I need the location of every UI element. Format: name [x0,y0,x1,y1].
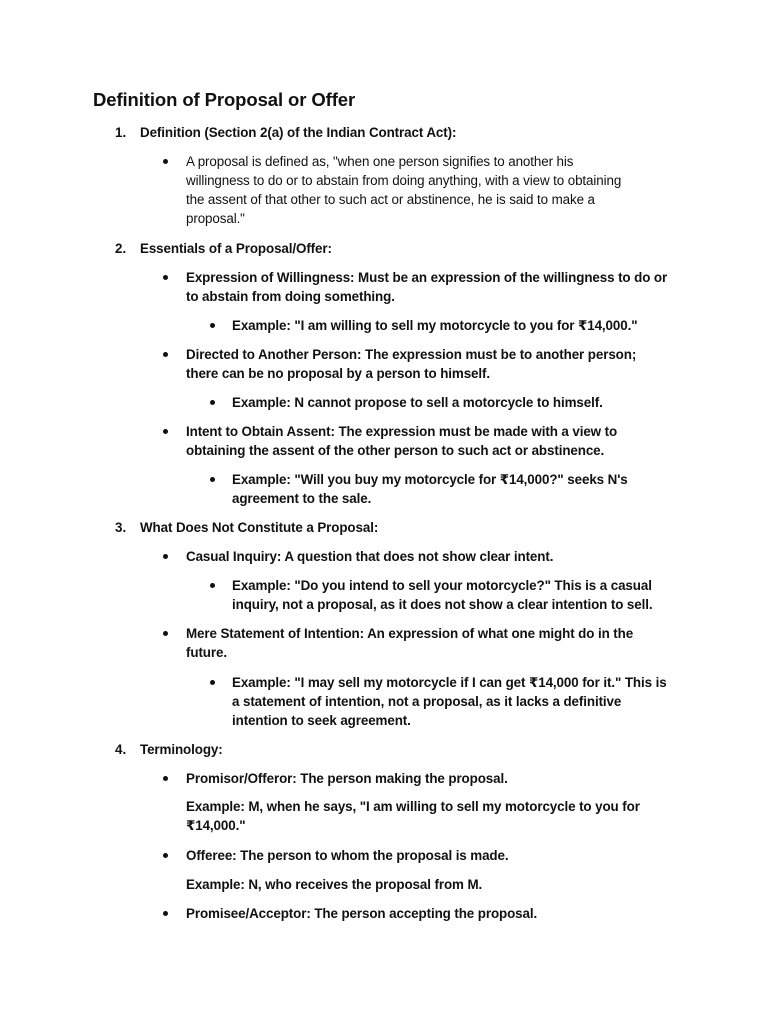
list-item-text: there can be no proposal by a person to himself. [186,366,490,381]
list-item-text: to abstain from doing something. [186,289,395,304]
example-text: Example: "Do you intend to sell your motorcycle?" This is a casual [232,578,652,593]
list-item-text: Promisor/Offeror: The person making the proposal. [186,771,508,786]
example-text: Example: N, who receives the proposal from M. [186,877,483,892]
bullet-icon [210,477,215,482]
bullet-icon [210,583,215,588]
example-text: a statement of intention, not a proposal, as it lacks a definitive [232,694,622,709]
list-item-text: the assent of that other to such act or abstinence, he is said to make a [186,192,595,207]
list-item-text: A proposal is defined as, "when one person signifies to another his [186,154,574,169]
bullet-icon [163,911,168,916]
example-text: Example: "I may sell my motorcycle if I can get ₹14,000 for it." This is [232,675,667,690]
section-number: 4. [115,742,127,757]
list-item-text: Offeree: The person to whom the proposal is made. [186,848,509,863]
example-text: Example: "Will you buy my motorcycle for ₹14,000?" seeks N's [232,472,628,487]
example-text: inquiry, not a proposal, as it does not show a clear intention to sell. [232,597,653,612]
list-item-text: Expression of Willingness: Must be an expression of the willingness to do or [186,270,668,285]
section-number: 1. [115,125,127,140]
bullet-icon [163,159,168,164]
example-text: Example: "I am willing to sell my motorcycle to you for ₹14,000." [232,318,638,333]
bullet-icon [163,429,168,434]
bullet-icon [210,400,215,405]
section-heading: Essentials of a Proposal/Offer: [140,241,332,256]
bullet-icon [210,323,215,328]
list-item-text: Promisee/Acceptor: The person accepting the proposal. [186,906,538,921]
section-heading: Terminology: [140,742,223,757]
list-item-text: obtaining the assent of the other person to such act or abstinence. [186,443,605,458]
example-text: Example: M, when he says, "I am willing to sell my motorcycle to you for [186,799,640,814]
bullet-icon [163,554,168,559]
example-text: agreement to the sale. [232,491,372,506]
document-title: Definition of Proposal or Offer [93,89,356,110]
example-text: Example: N cannot propose to sell a motorcycle to himself. [232,395,603,410]
example-text: ₹14,000." [186,818,246,833]
bullet-icon [163,776,168,781]
list-item-text: Mere Statement of Intention: An expression of what one might do in the [186,626,634,641]
list-item-text: willingness to do or to abstain from doing anything, with a view to obtaining [186,173,622,188]
list-item-text: future. [186,645,227,660]
list-item-text: proposal." [186,211,245,226]
bullet-icon [210,680,215,685]
section-number: 3. [115,520,127,535]
list-item-text: Casual Inquiry: A question that does not show clear intent. [186,549,554,564]
section-heading: What Does Not Constitute a Proposal: [140,520,379,535]
section-heading: Definition (Section 2(a) of the Indian Contract Act): [140,125,457,140]
bullet-icon [163,352,168,357]
example-text: intention to seek agreement. [232,713,411,728]
list-item-text: Directed to Another Person: The expression must be to another person; [186,347,637,362]
bullet-icon [163,275,168,280]
bullet-icon [163,631,168,636]
list-item-text: Intent to Obtain Assent: The expression must be made with a view to [186,424,618,439]
section-number: 2. [115,241,127,256]
bullet-icon [163,853,168,858]
